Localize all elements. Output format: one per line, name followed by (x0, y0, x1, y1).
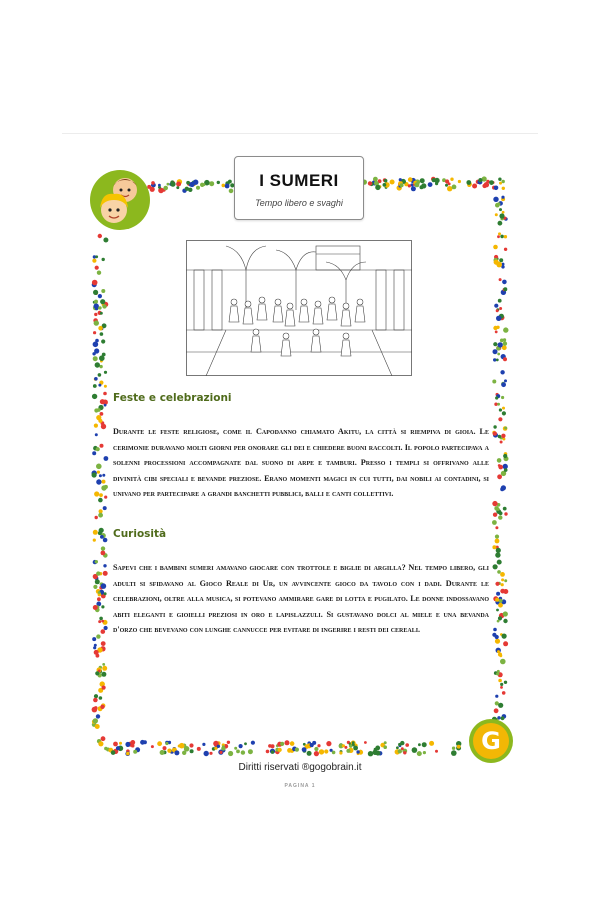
section-text-curiosita: Sapevi che i bambini sumeri amavano giocare con trottole e biglie di argilla? Nel tempo libero, gli adulti si sfidavano al Gioco Reale di Ur, un avvincente gioco da tavolo con i dadi. Durante le celebrazioni, oltre alla musica, si potevano ammirare gare di lotta e pugilato. Le donne indossavano abiti eleganti e gioielli preziosi in oro e lapislazzuli. Si gustavano dolci al miele e una bevanda d'orzo che bevevano con lunghe cannucce per evitare di ingerire i resti dei cereali. (113, 563, 489, 634)
page-subtitle: Tempo libero e svaghi (255, 198, 343, 208)
section-heading-feste: Feste e celebrazioni (113, 392, 232, 404)
title-box (234, 156, 364, 220)
page-title: I SUMERI (259, 171, 339, 190)
sumerian-feast-illustration-icon (186, 240, 412, 376)
g-badge-letter: G (481, 727, 501, 755)
page-number: PAGINA 1 (284, 783, 316, 789)
g-badge-icon (468, 718, 514, 764)
kids-mascot-icon (88, 168, 152, 232)
copyright-notice: Diritti riservati ®gogobrain.it (238, 762, 362, 773)
section-heading-curiosita: Curiosità (113, 528, 167, 540)
section-text-feste: Durante le feste religiose, come il Capodanno chiamato Akitu, la città si riempiva di gioia. Le cerimonie duravano molti giorni per onorare gli dei e chiedere buoni raccolti. Il popolo partecipava a solenni processioni accompagnate dal suono di arpe e tamburi. Presso i templi si offrivano alle divinità cibi speciali e bevande preziose. Erano momenti magici in cui tutti, dai nobili ai contadini, si univano per partecipare a grandi banchetti pubblici, balli e canti collettivi. (113, 427, 489, 498)
